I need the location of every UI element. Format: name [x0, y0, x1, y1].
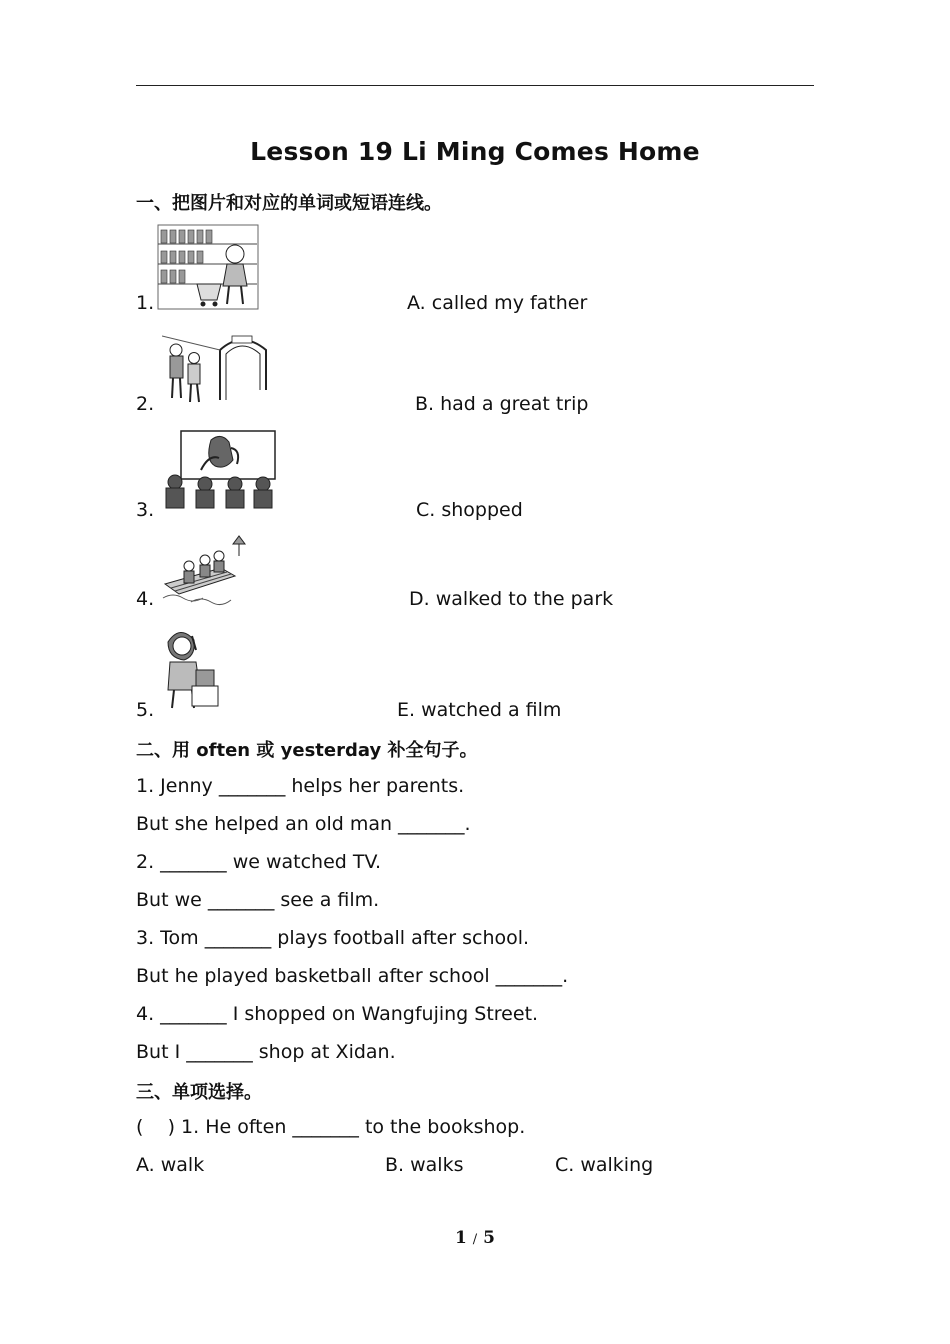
- boat-trip-picture: [161, 534, 249, 606]
- section3-heading: 三、单项选择。: [136, 1082, 262, 1103]
- choice-option-a: A. walk: [136, 1154, 205, 1176]
- match-option-a: A. called my father: [407, 292, 588, 314]
- fill-in-line: But I _______ shop at Xidan.: [136, 1041, 396, 1063]
- page-title: Lesson 19 Li Ming Comes Home: [250, 137, 700, 166]
- section2-heading: 二、用 often 或 yesterday 补全句子。: [136, 740, 478, 761]
- page-separator: /: [472, 1232, 478, 1247]
- match-option-b: B. had a great trip: [415, 393, 589, 415]
- page-number: [0, 1228, 950, 1248]
- choice-question: ( ) 1. He often _______ to the bookshop.: [136, 1116, 526, 1138]
- match-option-e: E. watched a film: [397, 699, 562, 721]
- phone-call-picture: [162, 626, 224, 712]
- fill-in-line: But he played basketball after school _______.: [136, 965, 569, 987]
- header-rule: [136, 85, 814, 86]
- supermarket-shopping-picture: [157, 224, 259, 310]
- match-option-d: D. walked to the park: [409, 588, 614, 610]
- match-number-2: 2.: [136, 393, 155, 415]
- fill-in-line: But she helped an old man _______.: [136, 813, 471, 835]
- page-total: 5: [483, 1228, 495, 1248]
- cinema-film-picture: [163, 430, 277, 510]
- section1-heading: 一、把图片和对应的单词或短语连线。: [136, 193, 442, 214]
- choice-option-c: C. walking: [555, 1154, 654, 1176]
- match-number-3: 3.: [136, 499, 155, 521]
- match-number-5: 5.: [136, 699, 155, 721]
- match-number-1: 1.: [136, 292, 155, 314]
- fill-in-line: 1. Jenny _______ helps her parents.: [136, 775, 465, 797]
- park-gate-picture: [162, 330, 272, 410]
- match-number-4: 4.: [136, 588, 155, 610]
- fill-in-line: 4. _______ I shopped on Wangfujing Street.: [136, 1003, 539, 1025]
- fill-in-line: 2. _______ we watched TV.: [136, 851, 382, 873]
- match-option-c: C. shopped: [416, 499, 523, 521]
- page-current: 1: [455, 1228, 467, 1248]
- choice-option-b: B. walks: [385, 1154, 464, 1176]
- fill-in-line: But we _______ see a film.: [136, 889, 380, 911]
- fill-in-line: 3. Tom _______ plays football after school.: [136, 927, 530, 949]
